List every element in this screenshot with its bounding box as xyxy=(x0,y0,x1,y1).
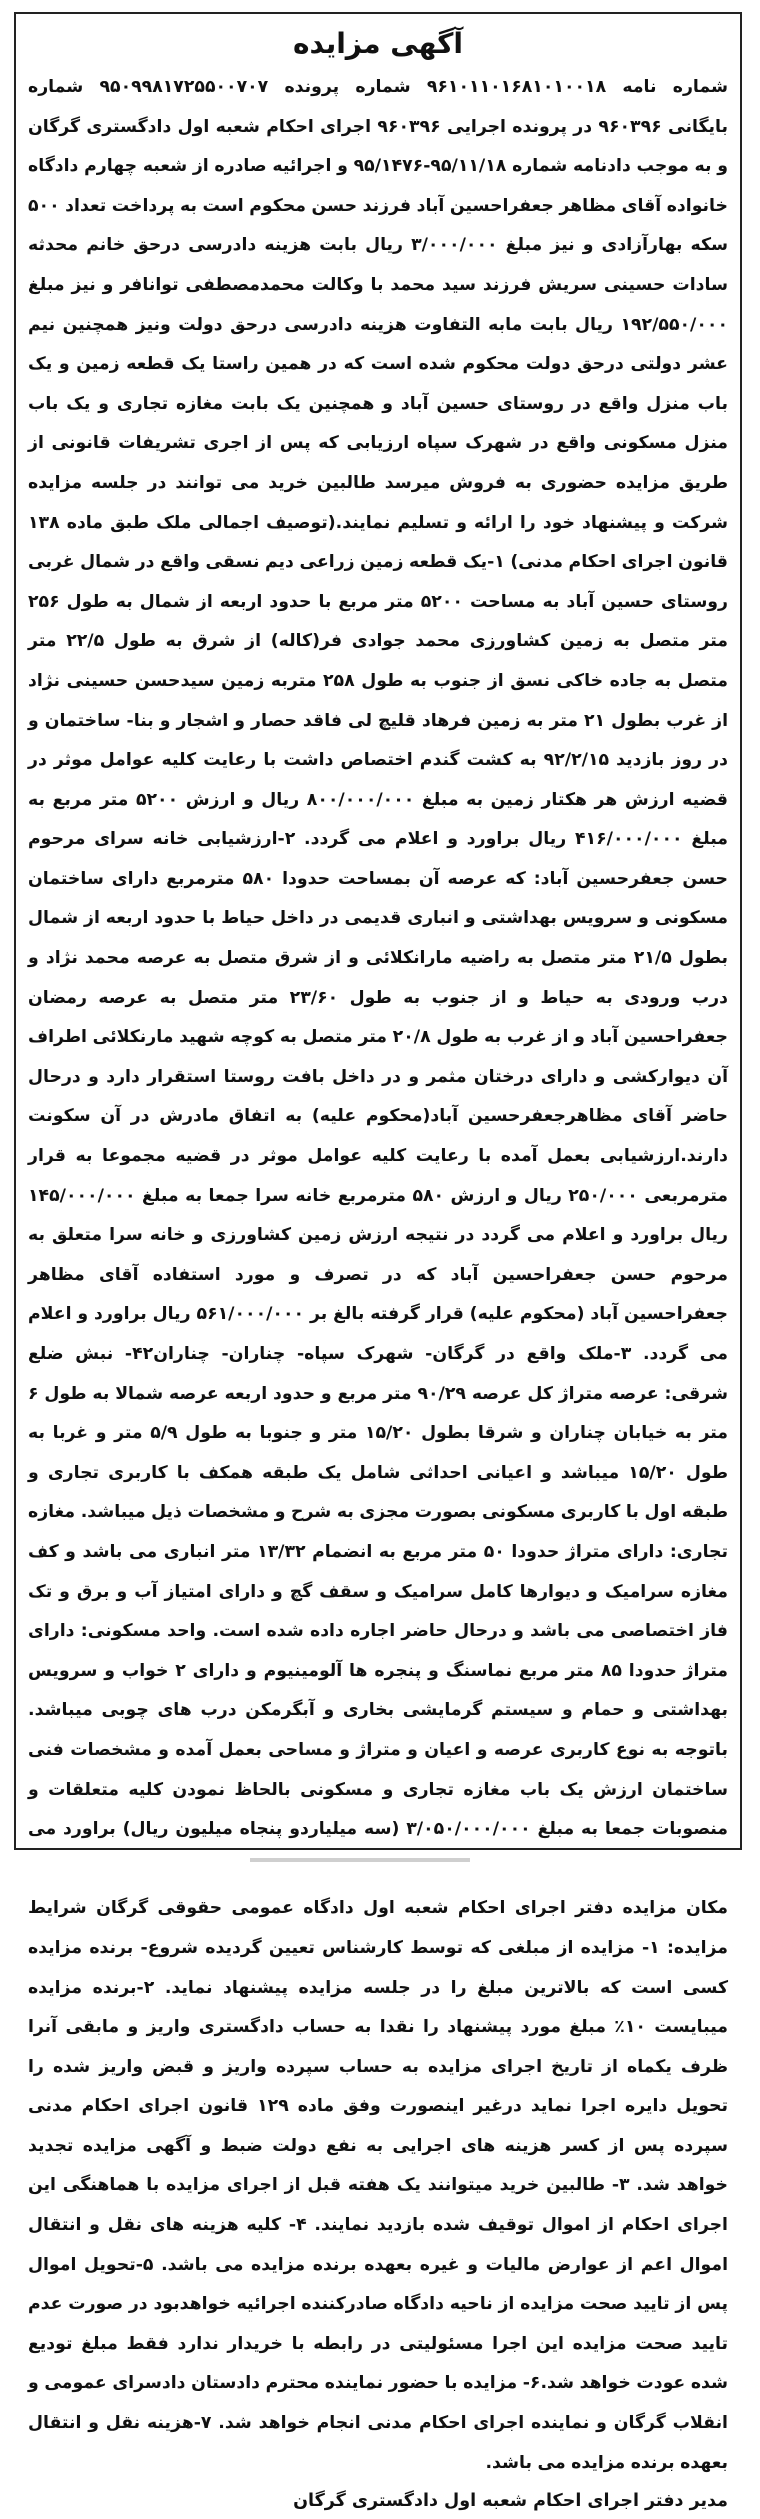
notice-signature: مدیر دفتر اجرای احکام شعبه اول دادگستری گرگان xyxy=(293,2491,728,2512)
notice-body: شماره نامه ۹۶۱۰۱۱۰۱۶۸۱۰۱۰۰۱۸ شماره پرونده ۹۵۰۹۹۸۱۷۲۵۵۰۰۷۰۷ شماره بایگانی ۹۶۰۳۹۶ در پرونده اجرایی ۹۶۰۳۹۶ اجرای احکام شعبه اول دادگستری گرگان و به موجب دادنامه شماره ۹۵/۱۱/۱۸-۹۵/۱۴۷۶ و اجرائیه صادره از شعبه چهارم دادگاه خانواده آقای مظاهر جعفراحسین آباد فرزند حسن محکوم است به پرداخت تعداد ۵۰۰ سکه بهارآزادی و نیز مبلغ ۳/۰۰۰/۰۰۰ ریال بابت هزینه دادرسی درحق خانم محدثه سادات حسینی سریش فرزند سید محمد با وکالت محمدمصطفی توانافر و نیز مبلغ ۱۹۲/۵۵۰/۰۰۰ ریال بابت مابه التفاوت هزینه دادرسی درحق دولت ونیز همچنین نیم عشر دولتی درحق دولت محکوم شده است که در همین راستا یک قطعه زمین و یک باب منزل واقع در روستای حسین آباد و همچنین یک بابت مغازه تجاری و یک باب منزل مسکونی واقع در شهرک سپاه ارزیابی که پس از اجری تشریفات قانونی از طریق مزایده حضوری به فروش میرسد طالبین خرید می توانند در جلسه مزایده شرکت و پیشنهاد خود را ارائه و تسلیم نمایند.(توصیف اجمالی ملک طبق ماده ۱۳۸ قانون اجرای احکام مدنی) ۱-یک قطعه زمین زراعی دیم نسقی واقع در شمال غربی روستای حسین آباد به مساحت ۵۲۰۰ متر مربع با حدود اربعه از شمال به طول ۲۵۶ متر متصل به زمین کشاورزی محمد جوادی فر(کاله) از شرق به طول ۲۲/۵ متر متصل به جاده خاکی نسق از جنوب به طول ۲۵۸ متربه زمین سیدحسن حسینی نژاد از غرب بطول ۲۱ متر به زمین فرهاد قلیچ لی فاقد حصار و اشجار و بنا- ساختمان و در روز بازدید ۹۲/۲/۱۵ به کشت گندم اختصاص داشت با رعایت کلیه عوامل موثر در قضیه ارزش هر هکتار زمین به مبلغ ۸۰۰/۰۰۰/۰۰۰ ریال و ارزش ۵۲۰۰ متر مربع به مبلغ ۴۱۶/۰۰۰/۰۰۰ ریال براورد و اعلام می گردد. ۲-ارزشیابی خانه سرای مرحوم حسن جعفرحسین آباد: که عرصه آن بمساحت حدودا ۵۸۰ مترمربع دارای ساختمان مسکونی و سرویس بهداشتی و انباری قدیمی در داخل حیاط با حدود اربعه از شمال بطول ۲۱/۵ متر متصل به راضیه مارانکلائی و از شرق متصل به عرصه محمد نژاد و درب ورودی به حیاط و از جنوب به طول ۲۳/۶۰ متر متصل به عرصه رمضان جعفراحسین آباد و از غرب به طول ۲۰/۸ متر متصل به کوچه شهید مارنکلائی اطراف آن دیوارکشی و دارای درختان مثمر و در داخل بافت روستا استقرار دارد و درحال حاضر آقای مظاهرجعفرحسین آباد(محکوم علیه) به اتفاق مادرش در آن سکونت دارند.ارزشیابی بعمل آمده با رعایت کلیه عوامل موثر در قضیه مجموعا به قرار مترمربعی ۲۵۰/۰۰۰ ریال و ارزش ۵۸۰ مترمربع خانه سرا جمعا به مبلغ ۱۴۵/۰۰۰/۰۰۰ ریال براورد و اعلام می گردد در نتیجه ارزش زمین کشاورزی و خانه سرا متعلق به مرحوم حسن جعفراحسین آباد که در تصرف و مورد استفاده آقای مظاهر جعفراحسین آباد (محکوم علیه) قرار گرفته بالغ بر ۵۶۱/۰۰۰/۰۰۰ ریال براورد و اعلام می گردد. ۳-ملک واقع در گرگان- شهرک سپاه- چناران- چناران۴۲- نبش ضلع شرقی: عرصه متراژ کل عرصه ۹۰/۲۹ متر مربع و حدود اربعه عرصه شمالا به طول ۶ متر به خیابان چناران و شرقا بطول ۱۵/۲۰ متر و جنوبا به طول ۵/۹ متر و غربا به طول ۱۵/۲۰ میباشد و اعیانی احداثی شامل یک طبقه همکف با کاربری تجاری و طبقه اول با کاربری مسکونی بصورت مجزی به شرح و مشخصات ذیل میباشد. مغازه تجاری: دارای متراژ حدودا ۵۰ متر مربع به انضمام ۱۳/۳۲ متر انباری می باشد و کف مغازه سرامیک و دیوارها کامل سرامیک و سقف گچ و دارای امتیاز آب و برق و تک فاز اختصاصی می باشد و درحال حاضر اجاره داده شده است. واحد مسکونی: دارای متراژ حدودا ۸۵ متر مربع نماسنگ و پنجره ها آلومینیوم و دارای ۲ خواب و سرویس بهداشتی و حمام و سیستم گرمایشی بخاری و آبگرمکن درب های چوبی میباشد. باتوجه به نوع کاربری عرصه و اعیان و متراژ و مساحی بعمل آمده و مشخصات فنی ساختمان ارزش یک باب مغازه تجاری و مسکونی بالحاظ نمودن کلیه متعلقات و منصوبات جمعا به مبلغ ۳/۰۵۰/۰۰۰/۰۰۰ (سه میلیاردو پنجاه میلیون ریال) براورد می مکان مزایده دفتر اجرای احکام شعبه اول دادگاه عمومی حقوقی گرگان شرایط مزایده: ۱- مزایده از مبلغی که توسط کارشناس تعیین گردیده شروع- برنده مزایده کسی است که بالاترین مبلغ را در جلسه مزایده پیشنهاد نماید. ۲-برنده مزایده میبایست ۱۰٪ مبلغ مورد پیشنهاد را نقدا به حساب دادگستری واریز و مابقی آنرا ظرف یکماه از تاریخ اجرای مزایده به حساب سپرده واریز و قبض واریز شده را تحویل دایره اجرا نماید درغیر اینصورت وفق ماده ۱۲۹ قانون اجرای احکام مدنی سپرده پس از کسر هزینه های اجرایی به نفع دولت ضبط و آگهی مزایده تجدید خواهد شد. ۳- طالبین خرید میتوانند یک هفته قبل از اجرای مزایده با هماهنگی این اجرای احکام از اموال توقیف شده بازدید نمایند. ۴- کلیه هزینه های نقل و انتقال اموال اعم از عوارض مالیات و غیره بعهده برنده مزایده می باشد. ۵-تحویل اموال پس از تایید صحت مزایده از ناحیه دادگاه صادرکننده اجرائیه خواهدبود در صورت عدم تایید صحت مزایده این اجرا مسئولیتی در رابطه با خریدار ندارد فقط مبلغ تودیع شده عودت خواهد شد.۶- مزایده با حضور نماینده محترم دادستان دادسرای عمومی و انقلاب گرگان و نماینده اجرای احکام مدنی انجام خواهد شد. ۷-هزینه نقل و انتقال بعهده برنده مزایده می باشد. xyxy=(28,77,729,2473)
notice-title: آگهی مزایده xyxy=(292,27,463,60)
bottom-margin xyxy=(0,1851,760,1879)
cropped-text-fragment xyxy=(250,1858,470,1862)
auction-notice xyxy=(14,12,742,2512)
